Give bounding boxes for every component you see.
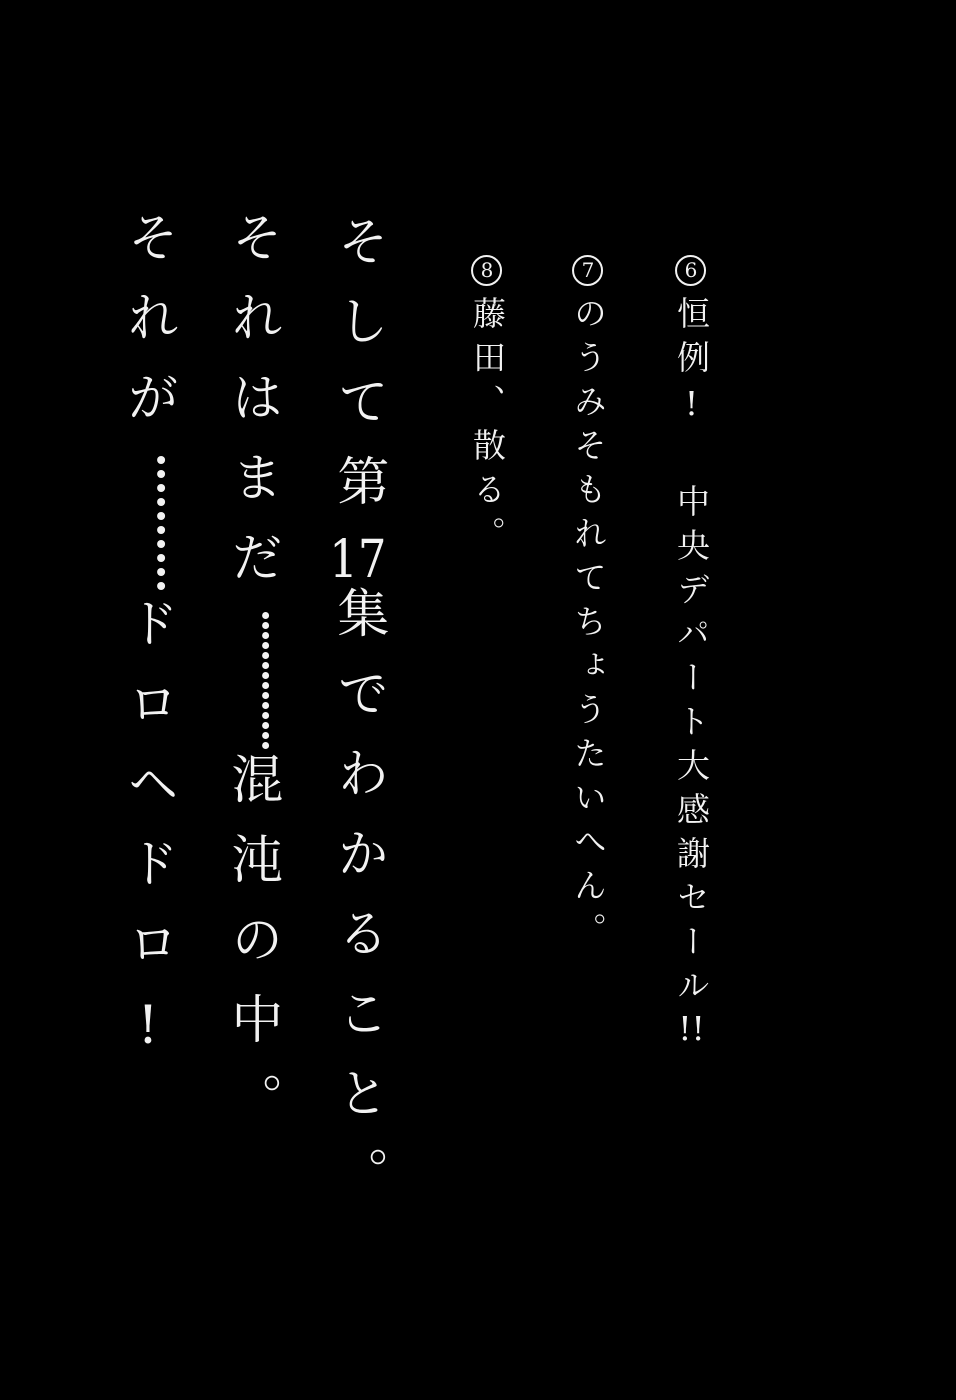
ellipsis-dot (262, 622, 269, 629)
episode-6-title: 恒例! 中央デパート大感謝セール (671, 296, 711, 1012)
tagline-line-1 (327, 214, 387, 1226)
tagline-line-2 (221, 210, 281, 1152)
volume-number: 17 (329, 534, 387, 586)
ellipsis-dot (157, 470, 165, 478)
ellipsis-dot (157, 498, 165, 506)
ellipsis-dots-loose (157, 450, 165, 596)
ellipsis-dot (262, 642, 269, 649)
tagline-line-2-suffix: 混沌の中。 (221, 752, 282, 1152)
episode-6-line (672, 255, 710, 1045)
tagline-line-3-suffix: ドロヘドロ! (117, 596, 178, 1084)
ellipsis-dot (262, 732, 269, 739)
tagline-line-3 (117, 210, 177, 1084)
ellipsis-dot (262, 632, 269, 639)
ellipsis-dot (157, 568, 165, 576)
tagline-line-1-after-volume: 集でわかること。 (327, 586, 388, 1226)
ellipsis-dot (262, 672, 269, 679)
episode-8-line (468, 255, 506, 560)
ellipsis-dot (157, 554, 165, 562)
tagline-line-3-prefix: それが (117, 210, 178, 450)
tagline-line-1-before-volume: そして第 (327, 214, 388, 534)
ellipsis-dot (157, 526, 165, 534)
ellipsis-dot (262, 682, 269, 689)
ellipsis-dot (157, 484, 165, 492)
circled-number-8: 8 (471, 255, 502, 286)
tagline-line-2-prefix: それはまだ (221, 210, 282, 610)
ellipsis-dot (262, 742, 269, 749)
episode-6-exclamation: !! (678, 1012, 705, 1045)
ellipsis-dot (157, 540, 165, 548)
circled-number-6: 6 (675, 255, 706, 286)
ellipsis-dot (157, 582, 165, 590)
ellipsis-dot (262, 722, 269, 729)
ellipsis-dot (157, 512, 165, 520)
ellipsis-dot (157, 456, 165, 464)
ellipsis-dot (262, 692, 269, 699)
ellipsis-dot (262, 662, 269, 669)
ellipsis-dot (262, 652, 269, 659)
ellipsis-dot (262, 612, 269, 619)
ellipsis-dot (262, 712, 269, 719)
episode-7-title: のうみそもれてちょうたいへん。 (568, 296, 608, 956)
ellipsis-dot (262, 702, 269, 709)
ellipsis-dots-tight (262, 610, 269, 752)
circled-number-7: 7 (572, 255, 603, 286)
episode-8-title: 藤田、散る。 (467, 296, 507, 560)
episode-7-line (569, 255, 607, 956)
